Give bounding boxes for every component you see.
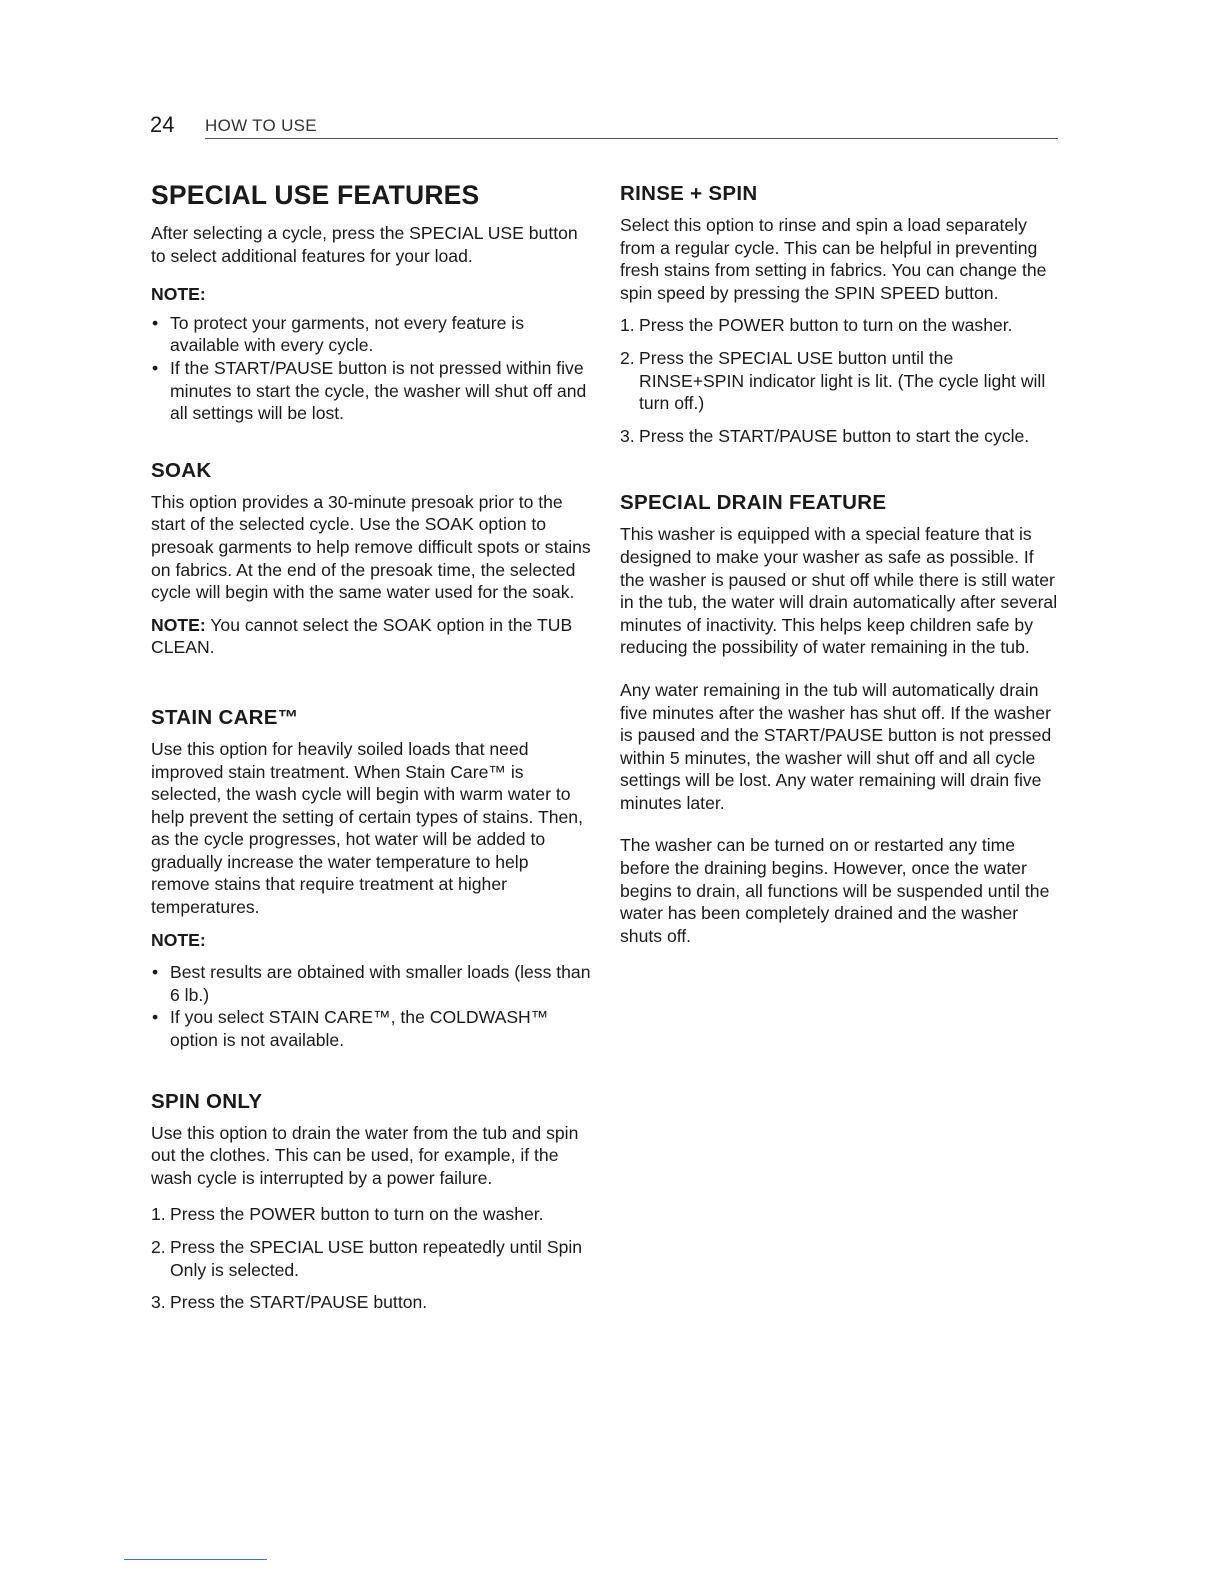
rinse-spin-steps [620, 314, 1060, 447]
right-column [620, 170, 1060, 947]
special-drain-heading: SPECIAL DRAIN FEATURE [620, 491, 887, 515]
step-number: 2. [620, 347, 635, 368]
step-item [151, 1291, 591, 1314]
page-number: 24 [150, 112, 175, 137]
page-header [150, 110, 1058, 140]
spin-only-steps [151, 1203, 591, 1313]
stain-care-note-title: NOTE: [151, 929, 206, 950]
step-number: 1. [151, 1204, 166, 1225]
special-drain-para-2: Any water remaining in the tub will automatically drain five minutes after the washer has shut off. If the washer is paused and the START/PAUSE button is not pressed within 5 minutes, the washer will shut off and all cycle settings will be lost. Any water remaining will drain five minutes later. [620, 679, 1052, 813]
stain-care-body: Use this option for heavily soiled loads that need improved stain treatment. When Stain Care™ is selected, the wash cycle will begin with warm water to help prevent the setting of certain types of stains. Then, as the cycle progresses, hot water will be added to gradually increase the water temperature to help remove stains that require treatment at higher temperatures. [151, 738, 583, 918]
header-rule [205, 138, 1058, 139]
page-title: SPECIAL USE FEATURES [151, 180, 480, 210]
step-item [151, 1203, 591, 1226]
step-item [620, 425, 1060, 448]
soak-note [151, 614, 591, 659]
step-number: 2. [151, 1237, 166, 1257]
step-number: 3. [620, 425, 635, 446]
step-item [620, 314, 1060, 337]
footer-link-underline [124, 1559, 267, 1560]
note-item: • To protect your garments, not every feature is available with every cycle. [151, 312, 591, 357]
note-item: • Best results are obtained with smaller loads (less than 6 lb.) [151, 961, 591, 1006]
rinse-spin-body: Select this option to rinse and spin a load separately from a regular cycle. This can be helpful in preventing fresh stains from setting in fabrics. You can change the spin speed by pressing the SPIN SPEED button. [620, 215, 1047, 303]
intro-text: After selecting a cycle, press the SPECIAL USE button to select additional features for your load. [151, 223, 578, 266]
step-text: Press the START/PAUSE button. [170, 1292, 428, 1313]
note-list [151, 312, 591, 425]
left-column [151, 170, 591, 1324]
spin-only-body: Use this option to drain the water from the tub and spin out the clothes. This can be used, for example, if the wash cycle is interrupted by a power failure. [151, 1122, 579, 1188]
step-number: 3. [151, 1292, 166, 1313]
step-text: Press the POWER button to turn on the washer. [170, 1204, 544, 1225]
step-text: Press the SPECIAL USE button until the RINSE+SPIN indicator light is lit. (The cycle light will turn off.) [639, 347, 1046, 414]
step-number: 1. [620, 315, 635, 336]
soak-heading: SOAK [151, 458, 212, 482]
spin-only-heading: SPIN ONLY [151, 1089, 263, 1113]
note-item: • If you select STAIN CARE™, the COLDWASH™ option is not available. [151, 1006, 591, 1051]
step-text: Press the POWER button to turn on the washer. [639, 315, 1013, 336]
section-label: HOW TO USE [205, 116, 317, 135]
special-drain-para-1: This washer is equipped with a special feature that is designed to make your washer as safe as possible. If the washer is paused or shut off while there is still water in the tub, the water will drain automatically after several minutes of inactivity. This helps keep children safe by reducing the possibility of water remaining in the tub. [620, 524, 1058, 658]
step-text: Press the START/PAUSE button to start the cycle. [639, 425, 1030, 446]
note-item: • If the START/PAUSE button is not pressed within five minutes to start the cycle, the washer will shut off and all settings will be lost. [151, 357, 591, 425]
soak-body: This option provides a 30-minute presoak prior to the start of the selected cycle. Use the SOAK option to presoak garments to help remove difficult spots or stains on fabrics. At the end of the presoak time, the selected cycle will begin with the same water used for the soak. [151, 491, 591, 603]
step-item [620, 347, 1060, 415]
stain-care-note-list [151, 961, 591, 1051]
special-drain-para-3: The washer can be turned on or restarted any time before the draining begins. However, once the water begins to drain, all functions will be suspended until the water has been completely drained and the washer shuts off. [620, 835, 1050, 946]
note-title: NOTE: [151, 284, 206, 305]
step-item [151, 1236, 591, 1281]
soak-note-text: You cannot select the SOAK option in the TUB CLEAN. [151, 614, 573, 658]
stain-care-heading: STAIN CARE™ [151, 705, 299, 729]
soak-note-label: NOTE: [151, 614, 206, 635]
rinse-spin-heading: RINSE + SPIN [620, 182, 758, 205]
step-text: Press the SPECIAL USE button repeatedly until Spin Only is selected. [170, 1237, 583, 1280]
